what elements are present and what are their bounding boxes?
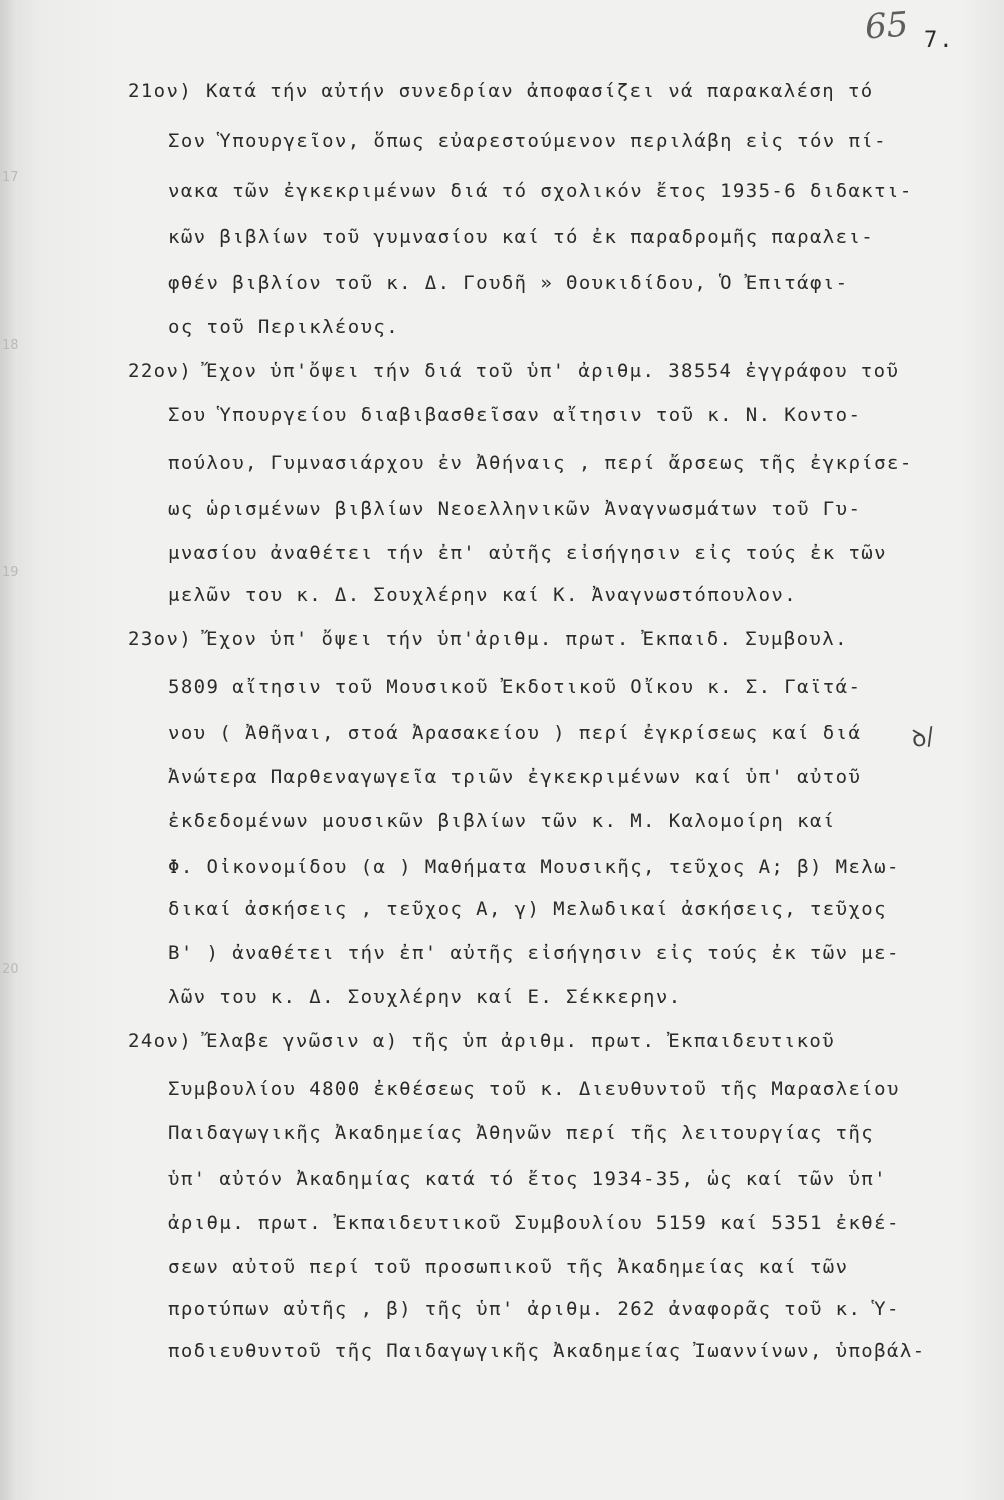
line-text: νου ( Ἀθῆναι, στοά Ἀρασακείου ) περί ἐγκρίσεως καί διά [168,722,862,744]
text-line [168,584,797,608]
line-text: ὑπ' αὐτόν Ἀκαδημίας κατά τό ἔτος 1934-35, ὡς καί τῶν ὑπ' [168,1168,887,1190]
bleed-through-mark: 20 [2,962,19,977]
text-line [168,1122,874,1146]
bleed-through-mark: 18 [2,338,19,353]
text-line [168,856,900,880]
text-line [168,404,861,428]
line-text: Β' ) ἀναθέτει τήν ἐπ' αὐτῆς εἰσήγησιν εἰς τούς ἐκ τῶν με- [168,942,900,964]
line-text: Σον Ὑπουργεῖον, ὅπως εὐαρεστούμενον περιλάβη εἰς τόν πί- [168,130,887,152]
line-text: 5809 αἴτησιν τοῦ Μουσικοῦ Ἐκδοτικοῦ Οἴκου κ. Σ. Γαϊτά- [168,676,862,698]
line-text: μελῶν του κ. Δ. Σουχλέρην καί Κ. Ἀναγνωστόπουλον. [168,584,798,606]
line-text: σεων αὐτοῦ περί τοῦ προσωπικοῦ τῆς Ἀκαδημείας καί τῶν [168,1256,849,1278]
line-text: ως ὡρισμένων βιβλίων Νεοελληνικῶν Ἀναγνωσμάτων τοῦ Γυ- [168,498,862,520]
handwritten-correction: ꝺ/ [909,721,937,754]
text-line [168,316,399,340]
text-line [168,130,887,154]
item-number: 21ον) [128,80,193,102]
text-line [168,1340,926,1364]
text-line [168,1212,900,1236]
text-line [168,766,861,790]
line-text: φθέν βιβλίον τοῦ κ. Δ. Γουδῆ » Θουκιδίδου, Ὁ Ἐπιτάφι- [168,272,849,294]
line-text: Σου Ὑπουργείου διαβιβασθεῖσαν αἴτησιν τοῦ κ. Ν. Κοντο- [168,404,862,426]
text-line [168,226,874,250]
text-line [168,942,900,966]
text-line [168,498,861,522]
line-text: Ἔλαβε γνῶσιν α) τῆς ὑπ ἀριθμ. πρωτ. Ἐκπαιδευτικοῦ [206,1030,836,1052]
text-line [168,452,913,476]
bleed-through-mark: 19 [2,565,19,580]
line-text: Συμβουλίου 4800 ἐκθέσεως τοῦ κ. Διευθυντοῦ τῆς Μαρασλείου [168,1078,900,1100]
handwritten-page-number: 65 [863,4,910,48]
text-line [168,1078,900,1102]
text-line [168,676,861,700]
text-line [168,1256,848,1280]
item-number: 24ον) [128,1030,193,1052]
text-line [128,1030,835,1054]
line-text: ἀριθμ. πρωτ. Ἐκπαιδευτικοῦ Συμβουλίου 5159 καί 5351 ἐκθέ- [168,1212,900,1234]
line-text: Ἔχον ὑπ' ὄψει τήν ὑπ'ἀριθμ. πρωτ. Ἐκπαιδ. Συμβουλ. [206,628,848,650]
text-line [168,180,913,204]
line-text: ἐκδεδομένων μουσικῶν βιβλίων τῶν κ. Μ. Καλομοίρη καί [168,810,836,832]
binding-edge [0,0,18,1500]
text-line [128,628,848,652]
text-line [168,898,887,922]
line-text: Ἀνώτερα Παρθεναγωγεῖα τριῶν ἐγκεκριμένων καί ὑπ' αὐτοῦ [168,766,862,788]
line-text: προτύπων αὐτῆς , β) τῆς ὑπ' ἀριθμ. 262 ἀναφορᾶς τοῦ κ. Ὑ- [168,1298,900,1320]
text-line [168,986,682,1010]
page-number: 7. [924,28,955,53]
text-line [168,272,848,296]
line-text: μνασίου ἀναθέτει τήν ἐπ' αὐτῆς εἰσήγησιν εἰς τούς ἐκ τῶν [168,542,887,564]
line-text: Κατά τήν αὐτήν συνεδρίαν ἀποφασίζει νά παρακαλέση τό [206,80,874,102]
line-text: κῶν βιβλίων τοῦ γυμνασίου καί τό ἐκ παραδρομῆς παραλει- [168,226,875,248]
line-text: ποδιευθυντοῦ τῆς Παιδαγωγικῆς Ἀκαδημείας Ἰωαννίνων, ὑποβάλ- [168,1340,926,1362]
line-text: Ἔχον ὑπ'ὄψει τήν διά τοῦ ὑπ' ἀριθμ. 38554 ἐγγράφου τοῦ [206,360,900,382]
text-line [168,1168,887,1192]
line-text: πούλου, Γυμνασιάρχου ἐν Ἀθήναις , περί ἄρσεως τῆς ἐγκρίσε- [168,452,913,474]
bleed-through-mark: 17 [2,170,19,185]
text-line [168,1298,900,1322]
item-number: 23ον) [128,628,193,650]
item-number: 22ον) [128,360,193,382]
line-text: δικαί ἀσκήσεις , τεῦχος Α, γ) Μελωδικαί ἀσκήσεις, τεῦχος [168,898,887,920]
line-text: Παιδαγωγικῆς Ἀκαδημείας Ἀθηνῶν περί τῆς λειτουργίας τῆς [168,1122,875,1144]
line-text: Φ. Οἰκονομίδου (α ) Μαθήματα Μουσικῆς, τεῦχος Α; β) Μελω- [168,856,900,878]
text-line [128,360,899,384]
text-line [168,722,861,746]
text-line [168,810,836,834]
line-text: λῶν του κ. Δ. Σουχλέρην καί Ε. Σέκκερην. [168,986,682,1008]
text-line [128,80,874,104]
line-text: νακα τῶν ἐγκεκριμένων διά τό σχολικόν ἔτος 1935-6 διδακτι- [168,180,913,202]
line-text: ος τοῦ Περικλέους. [168,316,400,338]
text-line [168,542,887,566]
